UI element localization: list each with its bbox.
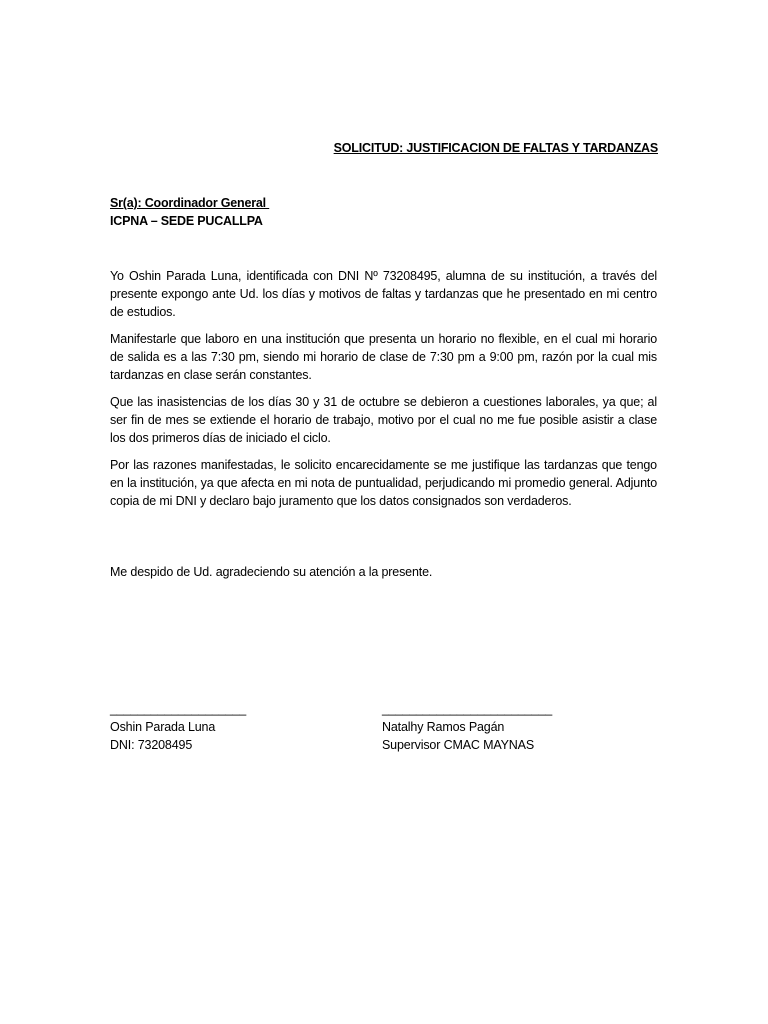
signature-block-supervisor — [382, 700, 552, 754]
paragraph-request: Por las razones manifestadas, le solicito encarecidamente se me justifique las tardanzas que tengo en la institución, ya que afecta en mi nota de puntualidad, perjudicando mi promedio general. Adjunto copia de mi DNI y declaro bajo juramento que los datos consignados son verdaderos. — [110, 458, 657, 508]
recipient-institution: ICPNA – SEDE PUCALLPA — [110, 214, 263, 228]
document-title: SOLICITUD: JUSTIFICACION DE FALTAS Y TARDANZAS — [333, 141, 658, 155]
signature-block-applicant — [110, 700, 246, 754]
recipient-title: Sr(a): Coordinador General — [110, 196, 270, 210]
paragraph-intro: Yo Oshin Parada Luna, identificada con DNI Nº 73208495, alumna de su institución, a través del presente expongo ante Ud. los días y motivos de faltas y tardanzas que he presentado en mi centro de estudios. — [110, 269, 657, 319]
signer-id: DNI: 73208495 — [110, 738, 193, 752]
signer-name: Natalhy Ramos Pagán — [382, 720, 505, 734]
closing-line: Me despido de Ud. agradeciendo su atención a la presente. — [110, 565, 433, 579]
signature-line: ____________________ — [110, 702, 247, 716]
signer-role: Supervisor CMAC MAYNAS — [382, 738, 535, 752]
paragraph-absences: Que las inasistencias de los días 30 y 31 de octubre se debieron a cuestiones laborales, ya que; al ser fin de mes se extiende el horario de trabajo, motivo por el cual no me fue posible asistir a clase los dos primeros días de iniciado el ciclo. — [110, 395, 657, 445]
letter-body — [110, 267, 657, 519]
paragraph-schedule: Manifestarle que laboro en una institución que presenta un horario no flexible, en el cual mi horario de salida es a las 7:30 pm, siendo mi horario de clase de 7:30 pm a 9:00 pm, razón por la cual mis tardanzas en clase serán constantes. — [110, 332, 657, 382]
signature-line: _________________________ — [382, 702, 553, 716]
signer-name: Oshin Parada Luna — [110, 720, 216, 734]
